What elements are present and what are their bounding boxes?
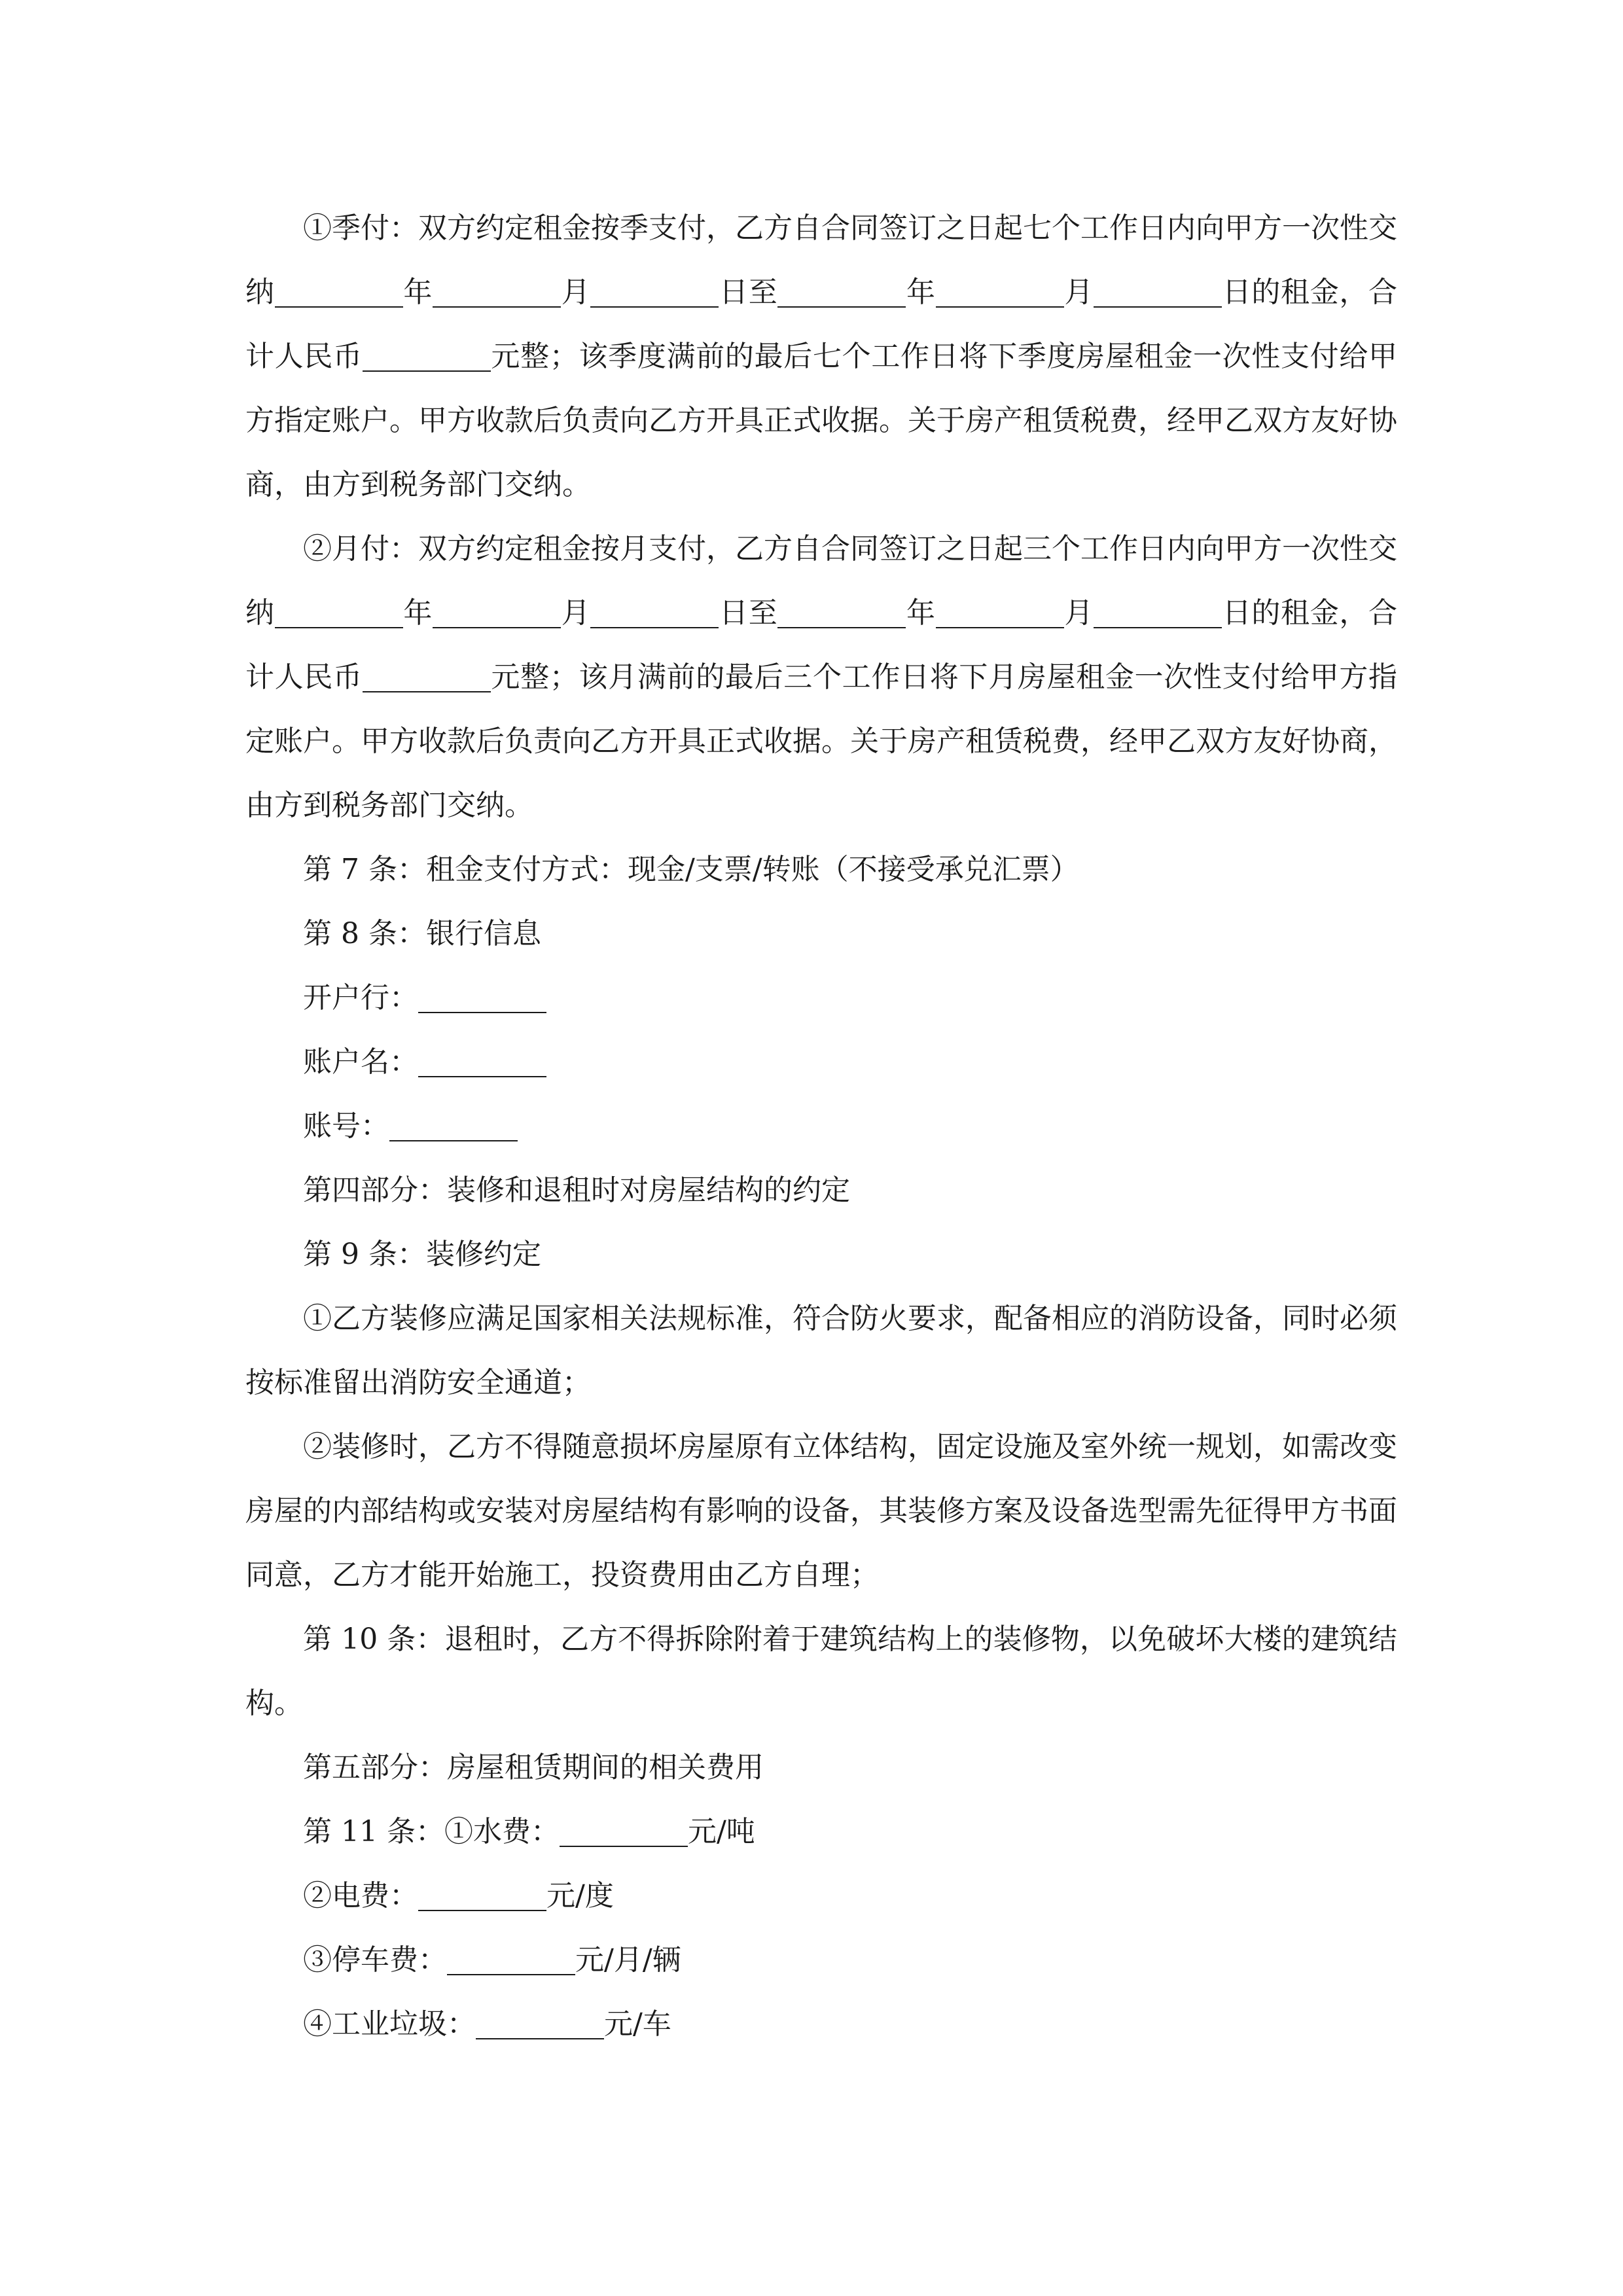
text-segment: 日的租金，合计人民币 [245, 276, 1398, 373]
text-segment: 账号： [303, 1109, 389, 1143]
paragraph-art9 [245, 1223, 1397, 1287]
text-segment: 日的租金，合计人民币 [245, 596, 1398, 694]
paragraph-art7 [245, 838, 1397, 902]
text-segment: 月 [1063, 276, 1094, 309]
fill-in-blank [433, 278, 561, 308]
text-segment: ①乙方装修应满足国家相关法规标准，符合防火要求，配备相应的消防设备，同时必须按标准留出消防安全通道； [245, 1302, 1397, 1399]
paragraph-p2 [245, 517, 1397, 838]
text-segment: ①季付：双方约定租金按季支付，乙方自合同签订之日起七个工作日内向甲方一次性交纳 [245, 211, 1397, 309]
paragraph-p9b [245, 1415, 1397, 1607]
text-segment: 账户名： [303, 1045, 418, 1079]
text-segment: 第 9 条：装修约定 [303, 1238, 541, 1271]
fill-in-blank [363, 662, 491, 692]
text-segment: ④工业垃圾： [303, 2007, 476, 2041]
text-segment: 第五部分：房屋租赁期间的相关费用 [303, 1751, 764, 1784]
fill-in-blank [389, 1111, 518, 1141]
fill-in-blank [1094, 278, 1222, 308]
text-segment: ②电费： [303, 1879, 418, 1912]
text-segment: 第 8 条：银行信息 [303, 917, 541, 950]
text-segment: 年 [402, 276, 433, 309]
paragraph-art11a [245, 1800, 1397, 1864]
fill-in-blank [1094, 598, 1222, 628]
text-segment: 月 [561, 596, 591, 630]
paragraph-art10 [245, 1607, 1397, 1736]
fill-in-blank [418, 1047, 546, 1077]
text-segment: 第 7 条：租金支付方式：现金/支票/转账（不接受承兑汇票） [303, 853, 1079, 886]
text-segment: 元/吨 [687, 1815, 755, 1848]
fill-in-blank [936, 598, 1064, 628]
text-segment: 日至 [719, 276, 778, 309]
text-segment: 月 [561, 276, 591, 309]
paragraph-acctno [245, 1094, 1397, 1158]
fill-in-blank [590, 598, 719, 628]
paragraph-p1 [245, 196, 1397, 517]
fill-in-blank [363, 342, 491, 372]
fill-in-blank [777, 598, 906, 628]
document-page [245, 196, 1397, 2056]
text-segment: 年 [906, 596, 936, 630]
text-segment: 月 [1063, 596, 1094, 630]
text-segment: 元整；该季度满前的最后七个工作日将下季度房屋租金一次性支付给甲方指定账户。甲方收款后负责向乙方开具正式收据。关于房产租赁税费，经甲乙双方友好协商，由方到税务部门交纳。 [245, 340, 1398, 501]
text-segment: 元/车 [604, 2007, 671, 2041]
fill-in-blank [275, 598, 403, 628]
fill-in-blank [433, 598, 561, 628]
fill-in-blank [447, 1945, 575, 1975]
paragraph-part5 [245, 1736, 1397, 1800]
paragraph-art11c [245, 1928, 1397, 1992]
fill-in-blank [418, 983, 546, 1013]
fill-in-blank [275, 278, 403, 308]
fill-in-blank [936, 278, 1064, 308]
paragraph-acctname [245, 1030, 1397, 1094]
paragraph-art8 [245, 902, 1397, 966]
paragraph-art11d [245, 1992, 1397, 2056]
fill-in-blank [476, 2009, 604, 2039]
text-segment: ②装修时，乙方不得随意损坏房屋原有立体结构，固定设施及室外统一规划，如需改变房屋的内部结构或安装对房屋结构有影响的设备，其装修方案及设备选型需先征得甲方书面同意，乙方才能开始施工，投资费用由乙方自理； [245, 1430, 1397, 1592]
text-segment: 第四部分：装修和退租时对房屋结构的约定 [303, 1174, 850, 1207]
fill-in-blank [418, 1881, 546, 1911]
text-segment: 第 11 条：①水费： [303, 1815, 560, 1848]
paragraph-part4 [245, 1158, 1397, 1223]
text-segment: 日至 [719, 596, 778, 630]
fill-in-blank [560, 1817, 688, 1847]
fill-in-blank [590, 278, 719, 308]
text-segment: 年 [402, 596, 433, 630]
text-segment: ②月付：双方约定租金按月支付，乙方自合同签订之日起三个工作日内向甲方一次性交纳 [245, 532, 1397, 630]
paragraph-bank [245, 966, 1397, 1030]
paragraph-art11b [245, 1864, 1397, 1928]
fill-in-blank [777, 278, 906, 308]
text-segment: 第 10 条：退租时，乙方不得拆除附着于建筑结构上的装修物，以免破坏大楼的建筑结构。 [245, 1623, 1397, 1720]
paragraph-p9a [245, 1287, 1397, 1415]
text-segment: 元整；该月满前的最后三个工作日将下月房屋租金一次性支付给甲方指定账户。甲方收款后负责向乙方开具正式收据。关于房产租赁税费，经甲乙双方友好协商，由方到税务部门交纳。 [245, 660, 1398, 822]
text-segment: 年 [906, 276, 936, 309]
text-segment: 开户行： [303, 981, 418, 1014]
text-segment: 元/度 [546, 1879, 614, 1912]
text-segment: ③停车费： [303, 1943, 447, 1977]
text-segment: 元/月/辆 [575, 1943, 681, 1977]
